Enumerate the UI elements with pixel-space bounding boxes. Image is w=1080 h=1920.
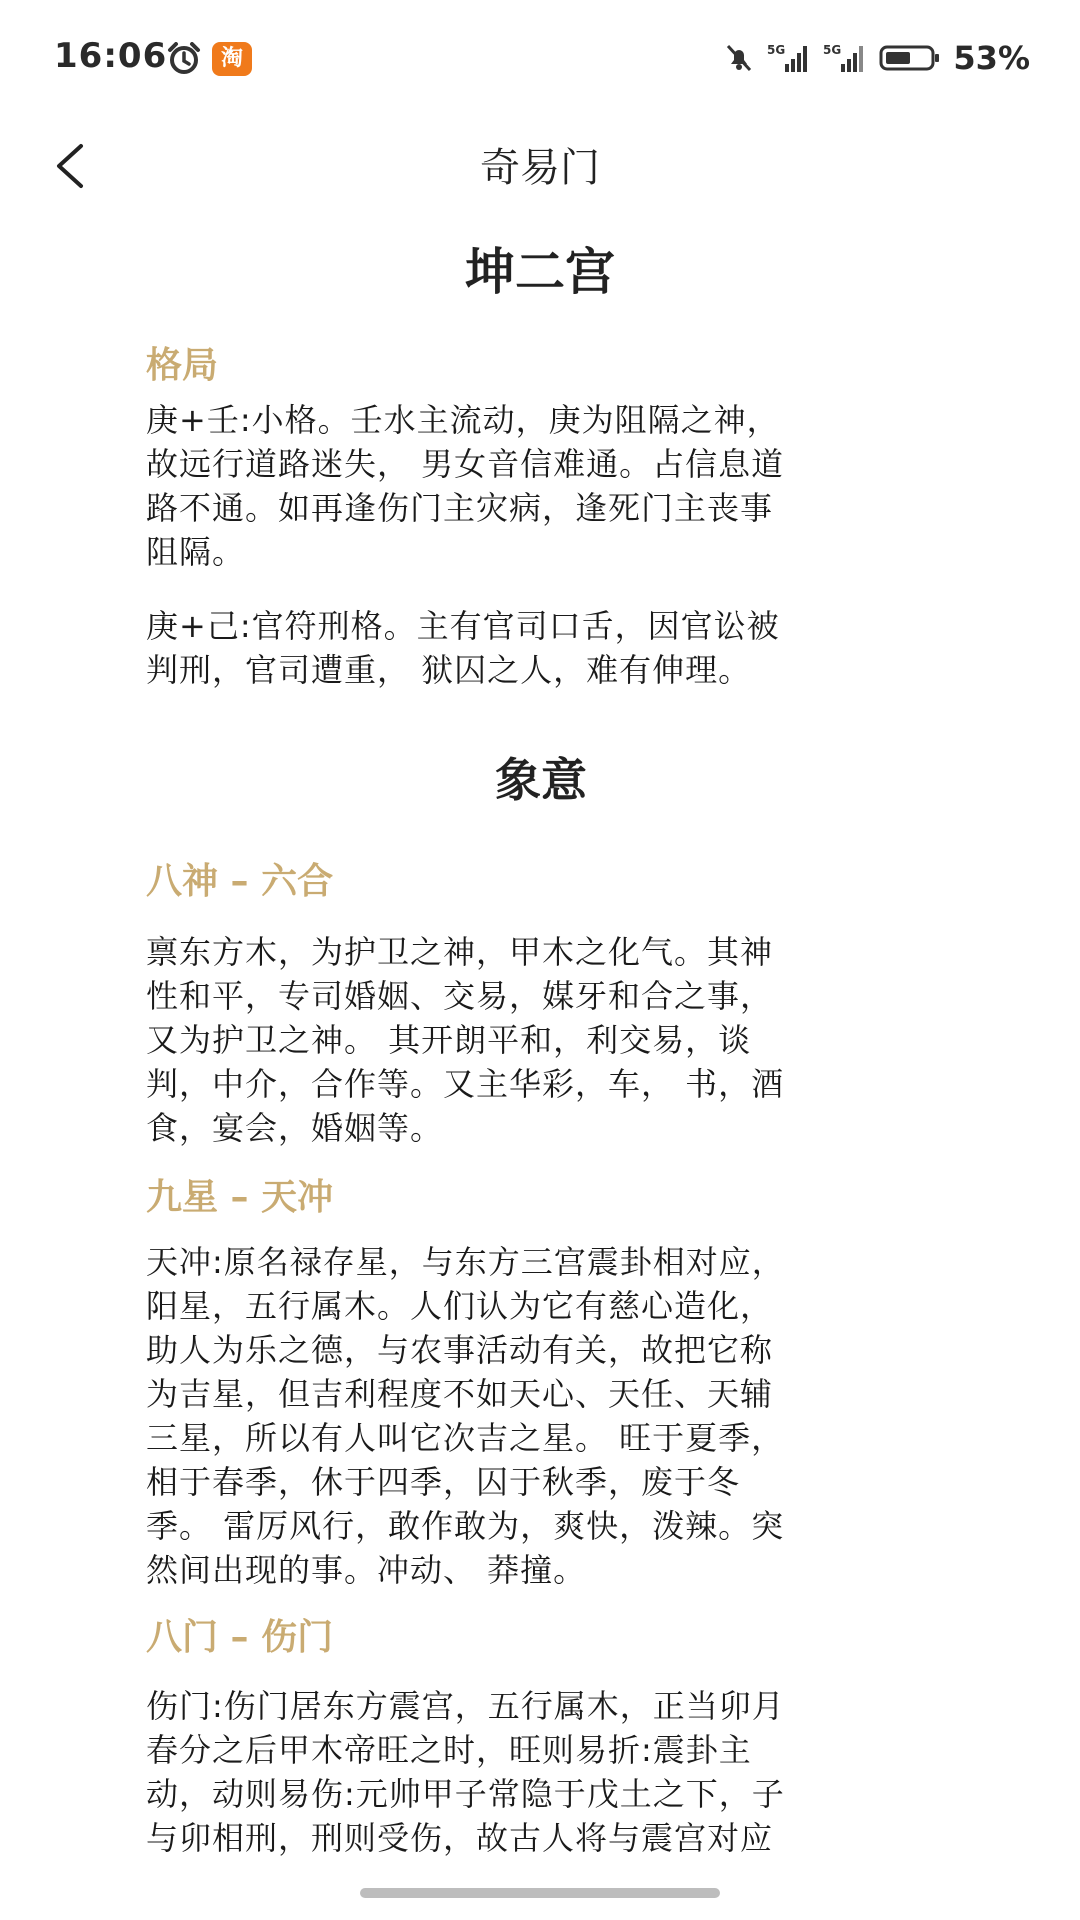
pattern-section [146, 342, 936, 692]
text-line: 助人为乐之德，与农事活动有关，故把它称 [146, 1331, 774, 1369]
text-line: 相于春季，休于四季，囚于秋季，废于冬 [146, 1463, 741, 1501]
text-line: 故远行道路迷失， 男女音信难通。占信息道 [146, 445, 785, 483]
palace-title: 坤二宫 [465, 243, 615, 301]
text-line: 禀东方木，为护卫之神，甲木之化气。其神 [146, 933, 774, 971]
text-line: 食，宴会，婚姻等。 [146, 1109, 444, 1147]
text-line: 阻隔。 [146, 533, 246, 571]
status-indicators [723, 38, 1030, 78]
symbolism-title: 象意 [495, 753, 587, 807]
text-line: 动，动则易伤:元帅甲子常隐于戊土之下，子 [146, 1775, 785, 1813]
text-line: 判，中介，合作等。又主华彩，车， 书，酒 [146, 1065, 785, 1103]
text-line: 季。 雷厉风行，敢作敢为，爽快，泼辣。突 [146, 1507, 785, 1545]
content-area [146, 240, 936, 1860]
gods-section [146, 858, 936, 1150]
text-line: 春分之后甲木帝旺之时，旺则易折:震卦主 [146, 1731, 752, 1769]
stars-section [146, 1174, 936, 1592]
gates-paragraph [146, 1684, 936, 1860]
stars-paragraph [146, 1240, 936, 1592]
text-line: 路不通。如再逢伤门主灾病，逢死门主丧事 [146, 489, 774, 527]
text-line: 然间出现的事。冲动、 莽撞。 [146, 1551, 587, 1589]
text-line: 三星，所以有人叫它次吉之星。 旺于夏季， [146, 1419, 785, 1457]
text-line: 又为护卫之神。 其开朗平和，利交易，谈 [146, 1021, 752, 1059]
text-line: 阳星，五行属木。人们认为它有慈心造化， [146, 1287, 774, 1325]
gods-heading: 八神 – 六合 [146, 861, 334, 902]
text-line: 庚+壬:小格。壬水主流动，庚为阻隔之神， [146, 401, 780, 439]
pattern-paragraph-1 [146, 398, 936, 574]
svg-text:5G: 5G [767, 43, 786, 57]
alarm-clock-icon [166, 42, 202, 74]
text-line: 庚+己:官符刑格。主有官司口舌，因官讼被 [146, 607, 780, 645]
status-bar [0, 0, 1080, 116]
text-line: 与卯相刑，刑则受伤，故古人将与震宫对应 [146, 1819, 774, 1857]
text-line: 为吉星，但吉利程度不如天心、天任、天辅 [146, 1375, 774, 1413]
text-line: 性和平，专司婚姻、交易，媒牙和合之事， [146, 977, 774, 1015]
text-line: 伤门:伤门居东方震宫，五行属木，正当卯月 [146, 1687, 785, 1725]
stars-heading: 九星 – 天冲 [146, 1177, 334, 1218]
text-line: 天冲:原名禄存星，与东方三宫震卦相对应， [146, 1243, 785, 1281]
bell-muted-icon [723, 42, 755, 74]
gods-paragraph [146, 930, 936, 1150]
5g-signal-icon-1 [767, 42, 811, 74]
text-line: 判刑，官司遭重， 狱囚之人，难有伸理。 [146, 651, 752, 689]
status-time: 16:06 [54, 36, 168, 76]
gates-heading: 八门 – 伤门 [146, 1617, 334, 1658]
battery-icon [879, 42, 941, 74]
svg-text:5G: 5G [823, 43, 842, 57]
home-indicator[interactable] [360, 1888, 720, 1898]
gates-section [146, 1614, 936, 1860]
pattern-paragraph-2 [146, 604, 936, 692]
battery-percentage: 53% [953, 39, 1030, 77]
pattern-heading: 格局 [146, 345, 219, 386]
5g-signal-icon-2 [823, 42, 867, 74]
page-title: 奇易门 [480, 145, 600, 191]
taobao-notification-icon: 淘 [212, 42, 252, 76]
navigation-bar [0, 116, 1080, 212]
